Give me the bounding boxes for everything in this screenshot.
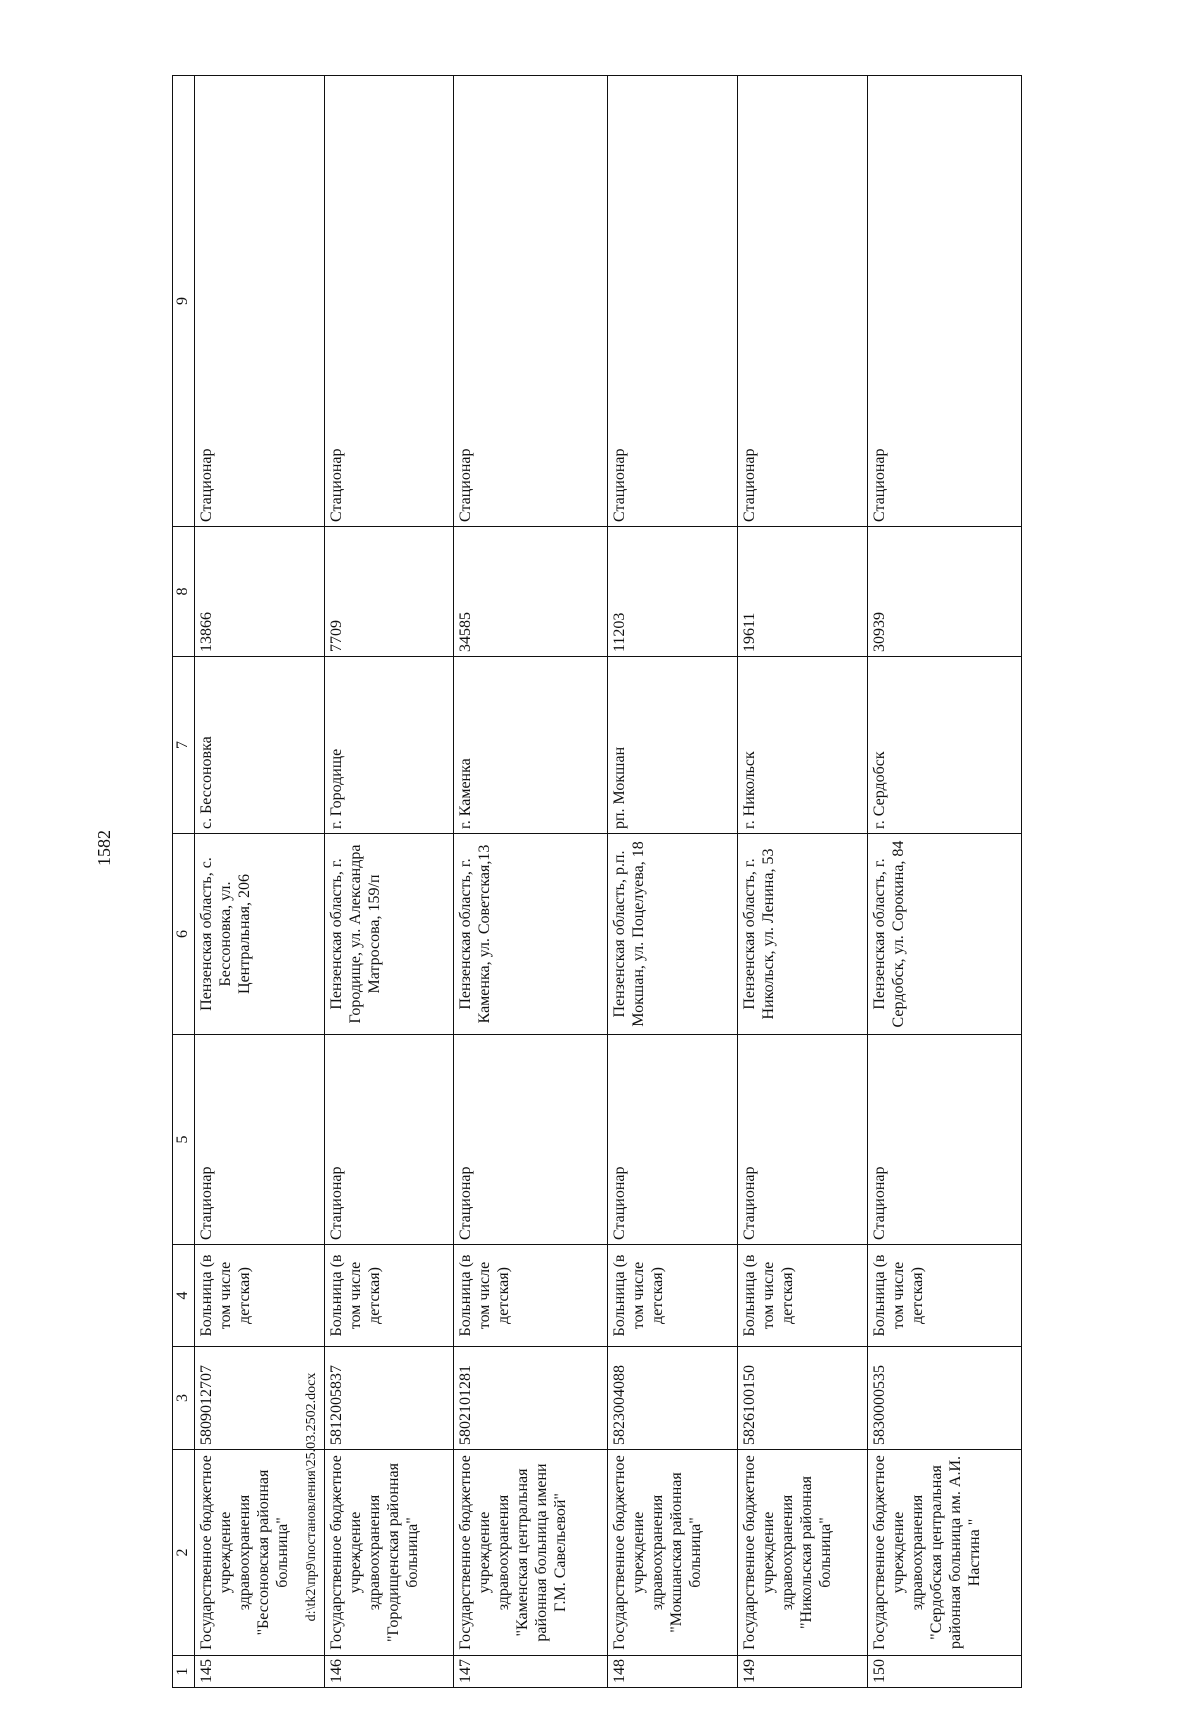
facility-type-cell: Больница (в том числе детская) [738,1245,868,1347]
inn-cell: 5809012707 [195,1347,325,1450]
care-form-cell: Стационар [195,1035,325,1245]
inn-cell: 5830000535 [867,1347,1021,1450]
row-number-cell: 150 [867,1656,1021,1688]
column-number: 8 [173,527,195,657]
table-row [738,76,868,1688]
row-number-cell: 148 [608,1656,738,1688]
organization-name-cell: Государственное бюджетное учреждение здравоохранения "Мокшанская районная больница" [608,1450,738,1656]
locality-cell: рп. Мокшан [608,657,738,834]
registry-table [172,75,1022,1688]
inn-cell: 5823004088 [608,1347,738,1450]
organization-name-cell: Государственное бюджетное учреждение здравоохранения "Никольская районная больница" [738,1450,868,1656]
row-number-cell: 149 [738,1656,868,1688]
facility-type-cell: Больница (в том числе детская) [195,1245,325,1347]
locality-cell: г. Сердобск [867,657,1021,834]
population-cell: 13866 [195,527,325,657]
address-cell: Пензенская область, г. Каменка, ул. Советская,13 [454,834,608,1035]
population-cell: 11203 [608,527,738,657]
organization-name-cell: Государственное бюджетное учреждение здравоохранения "Бессоновская районная больница" [195,1450,325,1656]
column-number: 3 [173,1347,195,1450]
address-cell: Пензенская область, г. Сердобск, ул. Сорокина, 84 [867,834,1021,1035]
page-number: 1582 [94,830,114,866]
care-condition-cell: Стационар [738,76,868,527]
column-number: 9 [173,76,195,527]
inn-cell: 5826100150 [738,1347,868,1450]
inn-cell: 5812005837 [324,1347,454,1450]
care-form-cell: Стационар [324,1035,454,1245]
document-file-path: d:\tk2\пр9\постановления\25.03.2502.docx [304,1372,319,1622]
organization-name-cell: Государственное бюджетное учреждение здравоохранения "Каменская центральная районная больница имени Г.М. Савельевой" [454,1450,608,1656]
population-cell: 34585 [454,527,608,657]
column-number: 1 [173,1656,195,1688]
column-number: 5 [173,1035,195,1245]
table-row [454,76,608,1688]
care-form-cell: Стационар [608,1035,738,1245]
address-cell: Пензенская область, г. Городище, ул. Александра Матросова, 159/п [324,834,454,1035]
care-form-cell: Стационар [738,1035,868,1245]
address-cell: Пензенская область, р.п. Мокшан, ул. Поцелуева, 18 [608,834,738,1035]
column-number: 7 [173,657,195,834]
locality-cell: г. Никольск [738,657,868,834]
facility-type-cell: Больница (в том числе детская) [454,1245,608,1347]
address-cell: Пензенская область, с. Бессоновка, ул. Центральная, 206 [195,834,325,1035]
locality-cell: г. Городище [324,657,454,834]
locality-cell: с. Бессоновка [195,657,325,834]
population-cell: 30939 [867,527,1021,657]
organization-name-cell: Государственное бюджетное учреждение здравоохранения "Городищенская районная больница" [324,1450,454,1656]
organization-name-cell: Государственное бюджетное учреждение здравоохранения "Сердобская центральная районная больница им. А.И. Настина " [867,1450,1021,1656]
care-condition-cell: Стационар [867,76,1021,527]
table-row [867,76,1021,1688]
table-row [608,76,738,1688]
locality-cell: г. Каменка [454,657,608,834]
care-condition-cell: Стационар [454,76,608,527]
population-cell: 7709 [324,527,454,657]
column-number: 6 [173,834,195,1035]
population-cell: 19611 [738,527,868,657]
table-row [324,76,454,1688]
facility-type-cell: Больница (в том числе детская) [867,1245,1021,1347]
column-number: 2 [173,1450,195,1656]
care-condition-cell: Стационар [608,76,738,527]
column-number-row [173,76,195,1688]
facility-type-cell: Больница (в том числе детская) [608,1245,738,1347]
facility-type-cell: Больница (в том числе детская) [324,1245,454,1347]
column-number: 4 [173,1245,195,1347]
row-number-cell: 145 [195,1656,325,1688]
care-condition-cell: Стационар [195,76,325,527]
row-number-cell: 146 [324,1656,454,1688]
inn-cell: 5802101281 [454,1347,608,1450]
address-cell: Пензенская область, г. Никольск, ул. Ленина, 53 [738,834,868,1035]
care-form-cell: Стационар [867,1035,1021,1245]
care-form-cell: Стационар [454,1035,608,1245]
registry-table-wrapper [172,76,1022,1688]
row-number-cell: 147 [454,1656,608,1688]
care-condition-cell: Стационар [324,76,454,527]
